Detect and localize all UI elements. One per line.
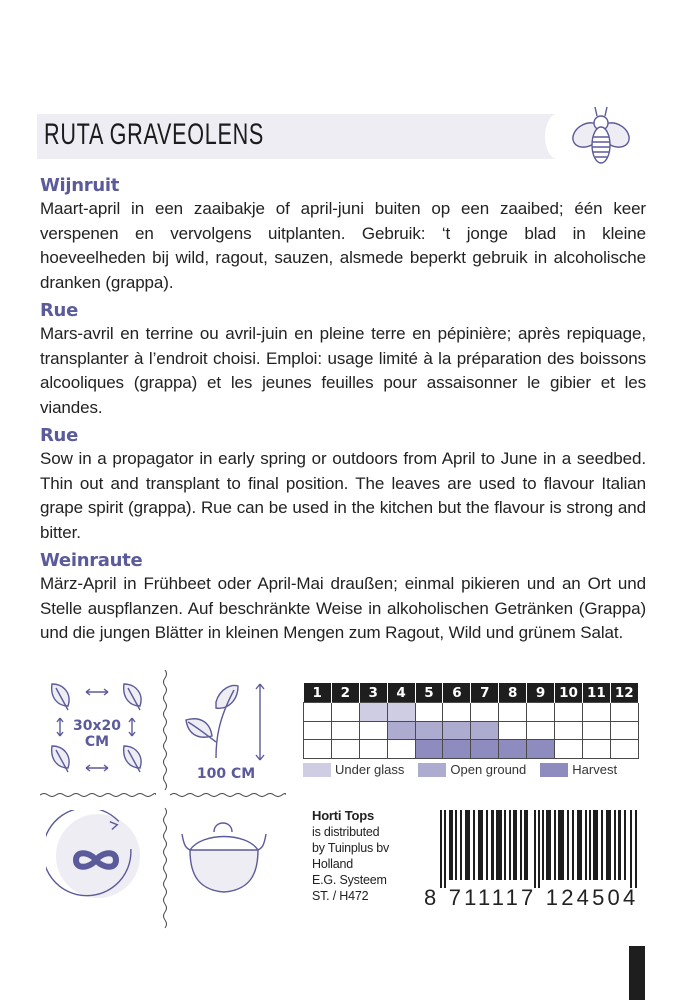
height-label: 100 CM [196,766,256,782]
legend-swatch [303,763,331,777]
spacing-label [72,718,122,750]
section-body: Maart-april in een zaaibakje of april-juni buiten op een zaaibed; één keer verspenen en vervolgens uitplanten. Gebruik: ‘t jonge blad in kleine hoeveelheden bij wild, ragout, sauzen, alsmede beperkt gebruik in alcoholische dranken (grappa). [40,199,646,292]
month-1: 1 [304,683,332,703]
distributor-info [312,808,389,904]
month-6: 6 [443,683,471,703]
black-marker-bar [629,946,645,1000]
calendar-legend [303,762,631,777]
legend-harvest [540,762,617,777]
month-12: 12 [610,683,638,703]
distributor-line: is distributed [312,825,380,839]
section-body: Mars-avril en terrine ou avril-juin en pleine terre en pépinière; après repiquage, transplanter à l’endroit choisi. Emploi: usage limité à la préparation des boissons alcooliques (grappa) et les jeunes feuilles pour assaisonner le gibier et les viandes. [40,324,646,417]
distributor-line: ST. / H472 [312,889,369,903]
row-under-glass [304,703,639,722]
month-3: 3 [359,683,387,703]
month-11: 11 [582,683,610,703]
section-heading: Wijnruit [40,175,120,196]
section-french [40,300,646,420]
section-german [40,550,646,646]
row-open-ground [304,721,639,740]
calendar-header-row [304,683,639,703]
section-english [40,425,646,545]
wavy-divider-vertical [162,670,168,930]
spacing-unit: CM [84,734,110,750]
barcode-icon [440,810,638,888]
section-heading: Rue [40,300,78,321]
species-title: RUTA GRAVEOLENS [44,118,265,151]
bee-icon [568,103,634,167]
section-dutch [40,175,646,295]
section-heading: Rue [40,425,78,446]
cooking-pot-icon [174,812,274,912]
row-harvest [304,740,639,759]
legend-open-ground [418,762,526,777]
spacing-value: 30x20 [73,718,121,734]
distributor-line: Holland [312,857,353,871]
month-8: 8 [499,683,527,703]
legend-label: Under glass [335,762,405,777]
month-10: 10 [555,683,583,703]
month-9: 9 [527,683,555,703]
month-7: 7 [471,683,499,703]
legend-label: Harvest [572,762,618,777]
barcode-number: 8 711117 124504 [424,885,639,910]
legend-swatch [540,763,568,777]
plant-height-icon [180,680,270,762]
section-body: Sow in a propagator in early spring or outdoors from April to June in a seedbed. Thin out and transplant to final position. The leaves are used to flavour Italian grape spirit (grappa). Rue can be used in the kitchen but the flavour is strong and bitter. [40,449,646,542]
legend-under-glass [303,762,404,777]
sowing-calendar [303,683,639,759]
month-4: 4 [387,683,415,703]
section-heading: Weinraute [40,550,143,571]
legend-swatch [418,763,446,777]
wavy-divider-horizontal [170,792,286,798]
wavy-divider-horizontal [40,792,156,798]
month-2: 2 [331,683,359,703]
distributor-line: E.G. Systeem [312,873,387,887]
section-body: März-April in Frühbeet oder April-Mai draußen; einmal pikieren und an Ort und Stelle auspflanzen. Auf beschränkte Weise in alkoholischen Getränken (Grappa) und die jungen Blätter in kleinen Mengen zum Ragout, Wild und grünem Salat. [40,574,646,642]
brand-name: Horti Tops [312,808,375,823]
distributor-line: by Tuinplus bv [312,841,390,855]
month-5: 5 [415,683,443,703]
perennial-infinity-icon [46,810,146,910]
legend-label: Open ground [450,762,527,777]
